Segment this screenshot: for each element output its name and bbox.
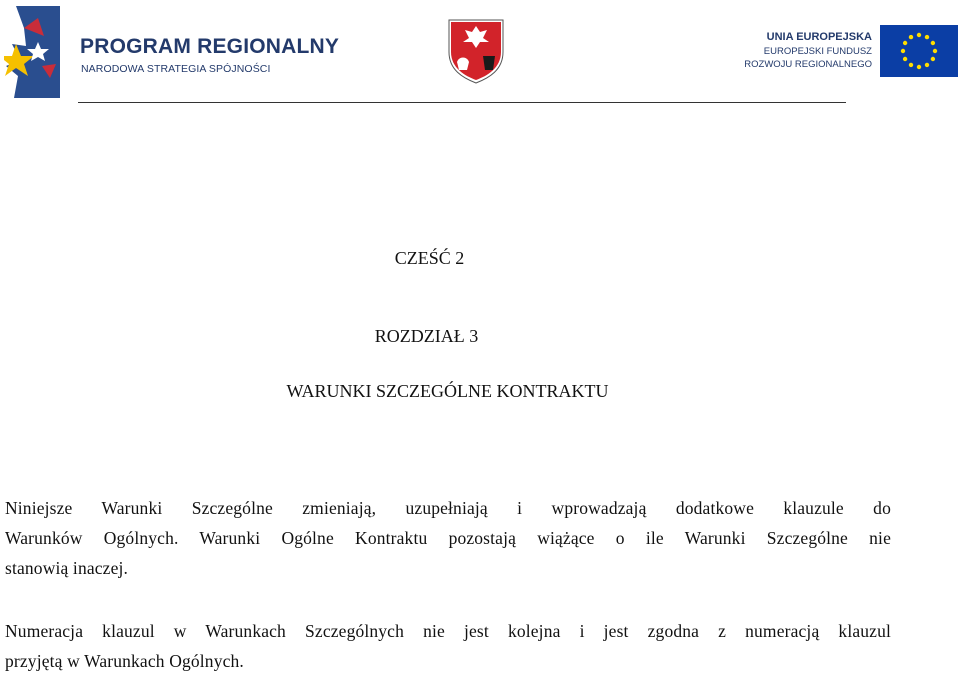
program-title: PROGRAM REGIONALNY: [80, 35, 340, 58]
paragraph-1-line-3: stanowią inaczej.: [5, 558, 129, 578]
eu-line2: EUROPEJSKI FUNDUSZ: [763, 46, 872, 57]
paragraph-2-line-2: przyjętą w Warunkach Ogólnych.: [5, 651, 244, 671]
program-regionalny-logo: [4, 6, 60, 98]
paragraph-2: [5, 616, 891, 676]
eu-line1: UNIA EUROPEJSKA: [766, 31, 872, 43]
eu-flag-icon: [880, 25, 958, 77]
paragraph-1: [5, 493, 891, 583]
header-divider: [78, 102, 846, 103]
paragraph-1-line-2: Warunków Ogólnych. Warunki Ogólne Kontraktu pozostają wiążące o ile Warunki Szczególne nie: [5, 528, 891, 548]
chapter-heading: ROZDZIAŁ 3: [374, 326, 479, 346]
coat-of-arms-icon: [447, 18, 505, 84]
paragraph-2-line-1: Numeracja klauzul w Warunkach Szczególnych nie jest kolejna i jest zgodna z numeracją klauzul: [5, 621, 891, 641]
document-title: WARUNKI SZCZEGÓLNE KONTRAKTU: [286, 381, 609, 401]
eu-line3: ROZWOJU REGIONALNEGO: [744, 59, 872, 70]
part-heading: CZEŚĆ 2: [394, 248, 465, 268]
paragraph-1-line-1: Niniejsze Warunki Szczególne zmieniają, uzupełniają i wprowadzają dodatkowe klauzule do: [5, 498, 891, 518]
program-subtitle: NARODOWA STRATEGIA SPÓJNOŚCI: [81, 63, 271, 75]
